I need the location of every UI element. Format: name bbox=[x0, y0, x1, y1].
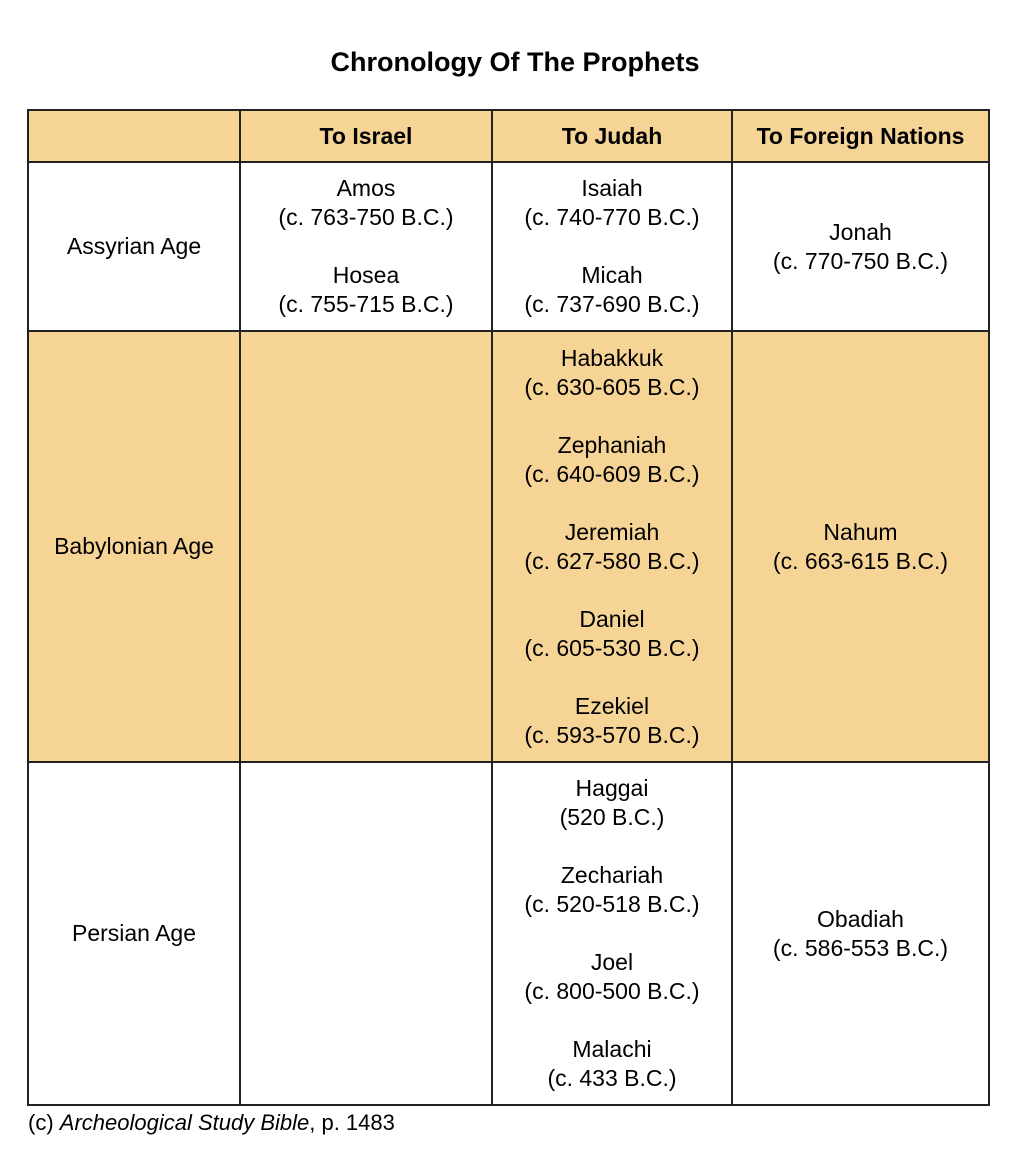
prophet-entry bbox=[493, 174, 731, 232]
prophet-date: (c. 593-570 B.C.) bbox=[524, 721, 700, 748]
prophet-entry bbox=[493, 431, 731, 489]
prophet-date: (c. 737-690 B.C.) bbox=[524, 291, 700, 317]
prophet-name: Hosea bbox=[332, 262, 400, 288]
prophet-name: Jonah bbox=[829, 218, 892, 245]
prophet-date: (520 B.C.) bbox=[559, 804, 665, 830]
prophet-name: Jeremiah bbox=[564, 518, 660, 545]
prophet-entry bbox=[493, 774, 731, 832]
header-row bbox=[28, 110, 989, 162]
prophet-entry bbox=[493, 261, 731, 319]
source-suffix: , p. 1483 bbox=[309, 1110, 395, 1135]
prophet-name: Habakkuk bbox=[560, 344, 664, 371]
header-to-judah: To Judah bbox=[492, 110, 732, 162]
prophet-entry bbox=[493, 692, 731, 750]
prophet-date: (c. 627-580 B.C.) bbox=[524, 547, 700, 574]
row-persian-age bbox=[28, 762, 989, 1105]
foreign-cell bbox=[732, 331, 989, 762]
prophet-entry bbox=[493, 1035, 731, 1093]
age-label: Babylonian Age bbox=[28, 331, 240, 762]
israel-cell bbox=[240, 162, 492, 331]
prophet-entry bbox=[493, 518, 731, 576]
prophet-name: Nahum bbox=[823, 518, 898, 545]
prophet-entry bbox=[241, 174, 491, 232]
foreign-cell bbox=[732, 162, 989, 331]
prophet-name: Daniel bbox=[579, 605, 645, 632]
prophet-date: (c. 763-750 B.C.) bbox=[278, 204, 454, 230]
chronology-table bbox=[27, 109, 990, 1106]
prophet-date: (c. 770-750 B.C.) bbox=[772, 247, 949, 274]
foreign-cell bbox=[732, 762, 989, 1105]
header-to-israel: To Israel bbox=[240, 110, 492, 162]
prophet-name: Malachi bbox=[572, 1036, 652, 1062]
source-citation bbox=[28, 1108, 395, 1138]
prophet-date: (c. 755-715 B.C.) bbox=[278, 291, 454, 317]
judah-cell bbox=[492, 331, 732, 762]
prophet-name: Zephaniah bbox=[557, 431, 667, 458]
age-label: Persian Age bbox=[28, 762, 240, 1105]
prophet-entry bbox=[733, 905, 988, 963]
row-babylonian-age bbox=[28, 331, 989, 762]
header-corner bbox=[28, 110, 240, 162]
prophet-date: (c. 800-500 B.C.) bbox=[524, 978, 700, 1004]
prophet-date: (c. 605-530 B.C.) bbox=[524, 634, 700, 661]
prophet-entry bbox=[241, 261, 491, 319]
prophet-date: (c. 520-518 B.C.) bbox=[524, 891, 700, 917]
prophet-name: Obadiah bbox=[817, 905, 904, 932]
prophet-name: Haggai bbox=[575, 775, 649, 801]
prophet-entry bbox=[493, 344, 731, 402]
israel-cell bbox=[240, 762, 492, 1105]
row-assyrian-age bbox=[28, 162, 989, 331]
age-label: Assyrian Age bbox=[28, 162, 240, 331]
prophet-entry bbox=[493, 861, 731, 919]
prophet-date: (c. 433 B.C.) bbox=[547, 1065, 677, 1091]
prophet-name: Joel bbox=[590, 949, 634, 975]
prophet-entry bbox=[493, 948, 731, 1006]
prophet-name: Micah bbox=[581, 262, 643, 288]
prophet-entry bbox=[733, 518, 988, 576]
prophet-date: (c. 740-770 B.C.) bbox=[524, 204, 700, 230]
judah-cell bbox=[492, 762, 732, 1105]
prophet-name: Isaiah bbox=[581, 175, 643, 201]
israel-cell bbox=[240, 331, 492, 762]
source-work: Archeological Study Bible bbox=[59, 1110, 310, 1135]
prophet-entry bbox=[493, 605, 731, 663]
prophet-date: (c. 640-609 B.C.) bbox=[524, 460, 700, 487]
prophet-date: (c. 586-553 B.C.) bbox=[772, 934, 949, 961]
prophet-name: Ezekiel bbox=[574, 692, 650, 719]
source-prefix: (c) bbox=[28, 1110, 60, 1135]
prophet-date: (c. 663-615 B.C.) bbox=[772, 547, 949, 574]
header-to-foreign-nations: To Foreign Nations bbox=[732, 110, 989, 162]
page-title: Chronology Of The Prophets bbox=[330, 47, 700, 77]
judah-cell bbox=[492, 162, 732, 331]
prophet-date: (c. 630-605 B.C.) bbox=[524, 373, 700, 400]
prophet-entry bbox=[733, 218, 988, 276]
prophet-name: Zechariah bbox=[560, 862, 664, 888]
prophet-name: Amos bbox=[336, 175, 396, 201]
